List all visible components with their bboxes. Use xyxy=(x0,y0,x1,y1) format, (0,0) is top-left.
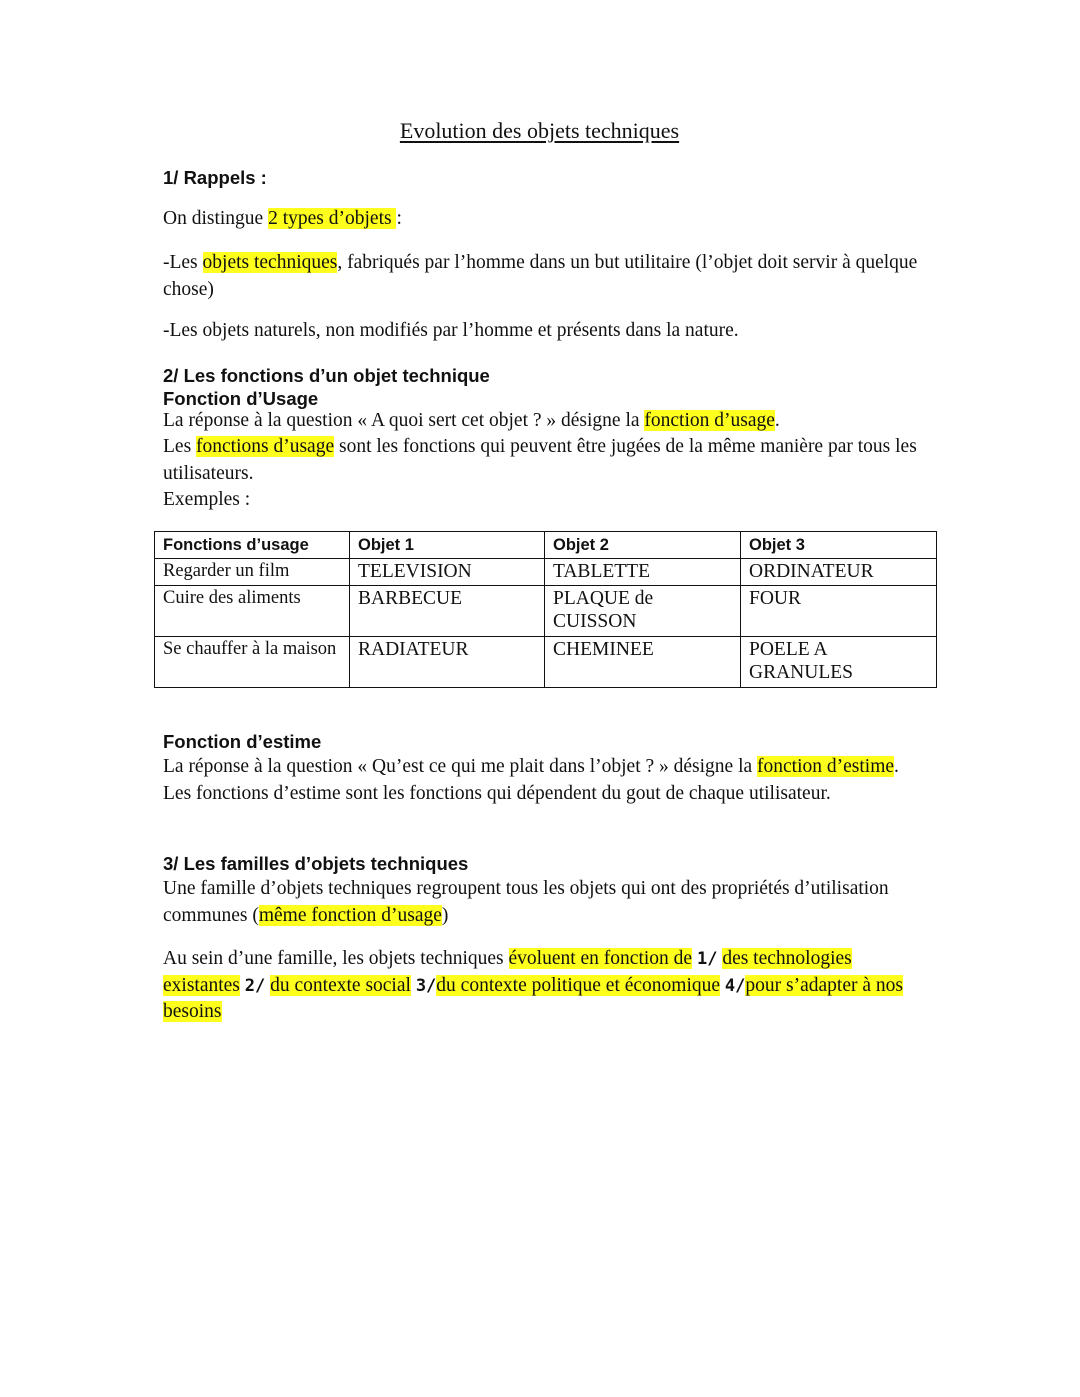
highlight: pour s’adapter à nos besoins xyxy=(163,974,903,1022)
subheading-fonction-estime: Fonction d’estime xyxy=(163,731,322,752)
table-cell: POELE A GRANULES xyxy=(741,636,937,687)
famille-definition: Une famille d’objets techniques regroupent tous les objets qui ont des propriétés d’utilisation communes (même fonction d’usage) xyxy=(163,878,889,926)
usage-explanation: Les fonctions d’usage sont les fonctions qui peuvent être jugées de la même manière par tous les utilisateurs. xyxy=(163,436,917,484)
table-cell: ORDINATEUR xyxy=(741,559,937,586)
item-objets-naturels: -Les objets naturels, non modifiés par l’homme et présents dans la nature. xyxy=(163,320,739,341)
highlight: fonction d’usage xyxy=(644,410,775,431)
table-row xyxy=(155,636,937,687)
highlight: du contexte politique et économique xyxy=(436,974,721,996)
section-heading-familles: 3/ Les familles d’objets techniques xyxy=(163,853,469,874)
table-cell: BARBECUE xyxy=(350,585,545,636)
usage-examples-table xyxy=(154,531,937,688)
highlight: objets techniques xyxy=(202,252,338,273)
table-cell: CHEMINEE xyxy=(545,636,741,687)
highlight: évoluent en fonction de xyxy=(508,948,693,969)
evolution-paragraph: Au sein d’une famille, les objets techniques évoluent en fonction de 1/ des technologies existantes 2/ du contexte social 3/du contexte politique et économique 4/pour s’adapter à nos besoins xyxy=(163,948,903,1022)
table-header-cell: Objet 3 xyxy=(741,532,937,559)
subheading-fonction-usage: Fonction d’Usage xyxy=(163,388,319,409)
list-number: 2/ xyxy=(244,975,266,996)
highlight: des technologies existantes xyxy=(163,948,852,996)
table-row xyxy=(155,559,937,586)
table-cell: PLAQUE de CUISSON xyxy=(545,585,741,636)
table-row xyxy=(155,585,937,636)
section-heading-rappels: 1/ Rappels : xyxy=(163,167,267,188)
list-number: 1/ xyxy=(696,949,718,969)
table-cell: RADIATEUR xyxy=(350,636,545,687)
table-header-row xyxy=(155,532,937,559)
highlight: fonction d’estime xyxy=(757,756,895,777)
table-cell: Cuire des aliments xyxy=(155,585,350,636)
table-header-cell: Objet 1 xyxy=(350,532,545,559)
examples-label: Exemples : xyxy=(163,489,251,510)
table-cell: TELEVISION xyxy=(350,559,545,586)
table-cell: FOUR xyxy=(741,585,937,636)
highlight: 2 types d’objets xyxy=(268,208,397,229)
intro-paragraph: On distingue 2 types d’objets : xyxy=(163,208,402,229)
table-cell: Regarder un film xyxy=(155,559,350,586)
table-header-cell: Fonctions d’usage xyxy=(155,532,350,559)
table-header-cell: Objet 2 xyxy=(545,532,741,559)
usage-definition: La réponse à la question « A quoi sert cet objet ? » désigne la fonction d’usage. xyxy=(163,410,780,431)
highlight: du contexte social xyxy=(270,974,411,996)
list-number: 3/ xyxy=(415,975,437,996)
document-title: Evolution des objets techniques xyxy=(399,118,680,143)
table-cell: Se chauffer à la maison xyxy=(155,636,350,687)
item-objets-techniques: -Les objets techniques, fabriqués par l’homme dans un but utilitaire (l’objet doit servir à quelque chose) xyxy=(163,252,918,300)
highlight: fonctions d’usage xyxy=(196,436,335,457)
highlight: même fonction d’usage xyxy=(258,904,442,926)
estime-paragraph: La réponse à la question « Qu’est ce qui me plait dans l’objet ? » désigne la fonction d’estime. Les fonctions d’estime sont les fonctions qui dépendent du gout de chaque utilisateur. xyxy=(163,756,899,804)
section-heading-fonctions: 2/ Les fonctions d’un objet technique xyxy=(163,365,490,386)
table-cell: TABLETTE xyxy=(545,559,741,586)
list-number: 4/ xyxy=(724,975,746,996)
